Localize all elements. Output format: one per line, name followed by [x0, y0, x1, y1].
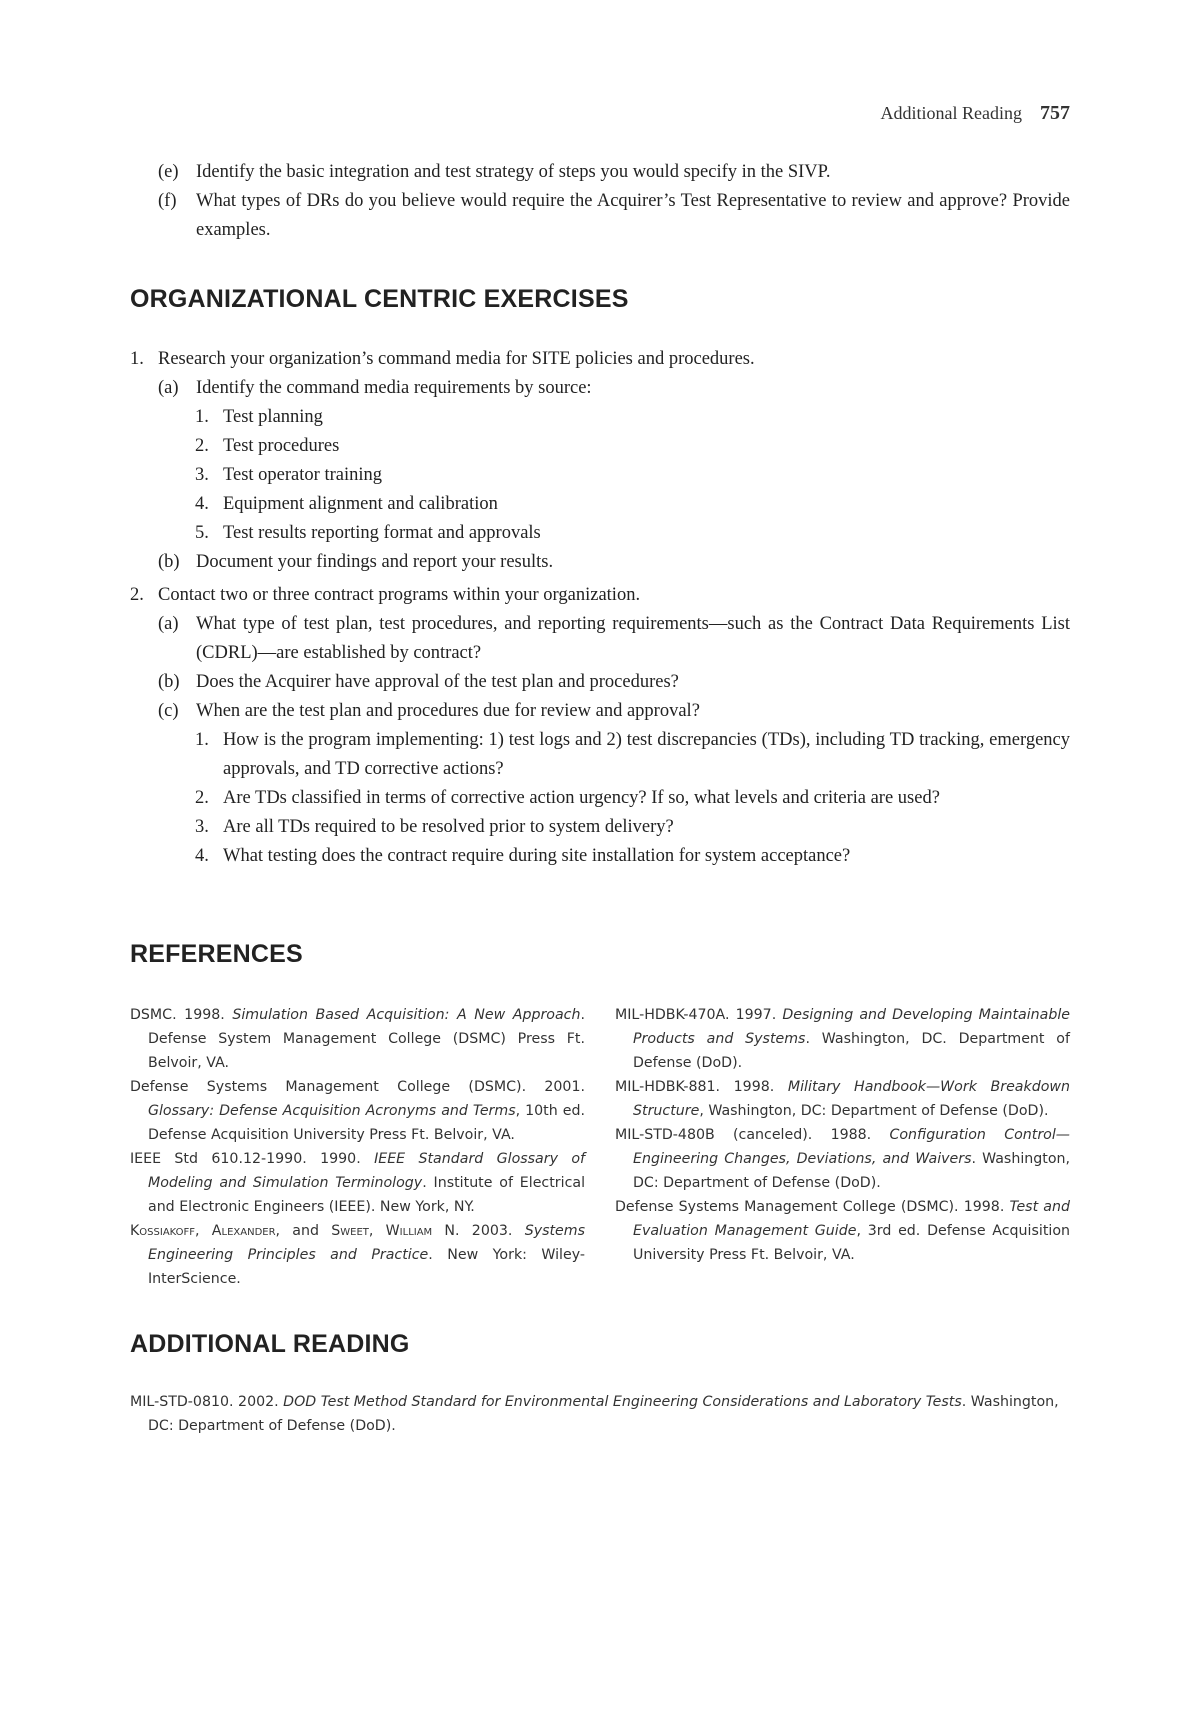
reference-entry: Kossiakoff, Alexander, and Sweet, William N. 2003. Systems Engineering Principles and Practice. New York: Wiley-InterScience. [130, 1223, 585, 1287]
item-label: 1. [130, 349, 144, 369]
list-item [195, 519, 1070, 548]
reference-column-left [130, 1003, 585, 1291]
item-label: (f) [158, 191, 177, 211]
list-item [195, 726, 1070, 784]
item-label: 2. [130, 585, 144, 605]
section-heading-additional-reading: ADDITIONAL READING [130, 1330, 410, 1358]
item-label: 5. [195, 523, 209, 543]
item-text: Test planning [223, 407, 323, 427]
item-label: 2. [195, 436, 209, 456]
list-item [158, 374, 1070, 403]
reference-entry: MIL-HDBK-881. 1998. Military Handbook—Work Breakdown Structure, Washington, DC: Department of Defense (DoD). [615, 1079, 1070, 1119]
item-label: (e) [158, 162, 179, 182]
item-text: Identify the basic integration and test strategy of steps you would specify in the SIVP. [196, 162, 831, 182]
list-item [130, 581, 1070, 610]
section-heading-references: REFERENCES [130, 940, 303, 968]
item-label: (a) [158, 614, 179, 634]
list-item [158, 697, 1070, 726]
item-label: 1. [195, 730, 209, 750]
reference-entry: MIL-STD-480B (canceled). 1988. Configuration Control—Engineering Changes, Deviations, and Waivers. Washington, DC: Department of Defense (DoD). [615, 1127, 1071, 1191]
item-text: Equipment alignment and calibration [223, 494, 498, 514]
list-item [195, 842, 1070, 871]
item-label: (a) [158, 378, 179, 398]
item-text: Are all TDs required to be resolved prior to system delivery? [223, 817, 674, 837]
org-exercise-list [130, 345, 1070, 871]
list-item [195, 403, 1070, 432]
list-item [195, 813, 1070, 842]
reference-entry: DSMC. 1998. Simulation Based Acquisition: A New Approach. Defense System Management College (DSMC) Press Ft. Belvoir, VA. [130, 1007, 585, 1071]
item-text: Contact two or three contract programs within your organization. [158, 585, 641, 605]
item-text: Research your organization’s command media for SITE policies and procedures. [158, 349, 755, 369]
list-item [158, 158, 1070, 187]
list-item [158, 548, 1070, 577]
item-label: 4. [195, 494, 209, 514]
item-text: Test operator training [223, 465, 382, 485]
item-text: Document your findings and report your results. [196, 552, 554, 572]
item-label: (b) [158, 552, 180, 572]
item-label: 4. [195, 846, 209, 866]
reference-entry: Defense Systems Management College (DSMC). 1998. Test and Evaluation Management Guide, 3rd ed. Defense Acquisition University Press Ft. Belvoir, VA. [615, 1199, 1070, 1263]
list-item [158, 668, 1070, 697]
list-item [130, 345, 1070, 374]
item-text: Are TDs classified in terms of corrective action urgency? If so, what levels and criteria are used? [223, 788, 940, 808]
running-head-section: Additional Reading [880, 103, 1022, 123]
item-text: What testing does the contract require during site installation for system acceptance? [223, 846, 851, 866]
reference-entry: Defense Systems Management College (DSMC). 2001. Glossary: Defense Acquisition Acronyms and Terms, 10th ed. Defense Acquisition University Press Ft. Belvoir, VA. [130, 1079, 585, 1143]
list-item [158, 610, 1070, 668]
item-text: Does the Acquirer have approval of the test plan and procedures? [196, 672, 679, 692]
item-text: When are the test plan and procedures due for review and approval? [196, 701, 700, 721]
item-label: 3. [195, 817, 209, 837]
section-heading-org-exercises: ORGANIZATIONAL CENTRIC EXERCISES [130, 285, 629, 313]
item-text: What type of test plan, test procedures, and reporting requirements—such as the Contract Data Requirements List (CDRL)—are established by contract? [196, 614, 1070, 663]
reference-column-right [615, 1003, 1070, 1291]
running-head [881, 102, 1070, 125]
item-label: 1. [195, 407, 209, 427]
item-text: How is the program implementing: 1) test logs and 2) test discrepancies (TDs), including TD tracking, emergency approvals, and TD corrective actions? [223, 730, 1070, 779]
item-label: (c) [158, 701, 179, 721]
item-text: What types of DRs do you believe would require the Acquirer’s Test Representative to review and approve? Provide examples. [196, 191, 1070, 240]
reference-list [130, 1003, 1070, 1291]
exercise-list [130, 158, 1070, 245]
list-item [195, 432, 1070, 461]
item-text: Identify the command media requirements by source: [196, 378, 592, 398]
item-label: 2. [195, 788, 209, 808]
list-item [158, 187, 1070, 245]
item-label: 3. [195, 465, 209, 485]
item-label: (b) [158, 672, 180, 692]
list-item [195, 461, 1070, 490]
item-text: Test results reporting format and approvals [223, 523, 541, 543]
page-number: 757 [1040, 102, 1070, 124]
list-item [195, 784, 1070, 813]
additional-reading-entry: MIL-STD-0810. 2002. DOD Test Method Standard for Environmental Engineering Considerations and Laboratory Tests. Washington, DC: Department of Defense (DoD). [130, 1394, 1059, 1434]
list-item [195, 490, 1070, 519]
reference-entry: MIL-HDBK-470A. 1997. Designing and Developing Maintainable Products and Systems. Washington, DC. Department of Defense (DoD). [615, 1007, 1071, 1071]
item-text: Test procedures [223, 436, 340, 456]
reference-entry: IEEE Std 610.12-1990. 1990. IEEE Standard Glossary of Modeling and Simulation Terminology. Institute of Electrical and Electronic Engineers (IEEE). New York, NY. [130, 1151, 586, 1215]
